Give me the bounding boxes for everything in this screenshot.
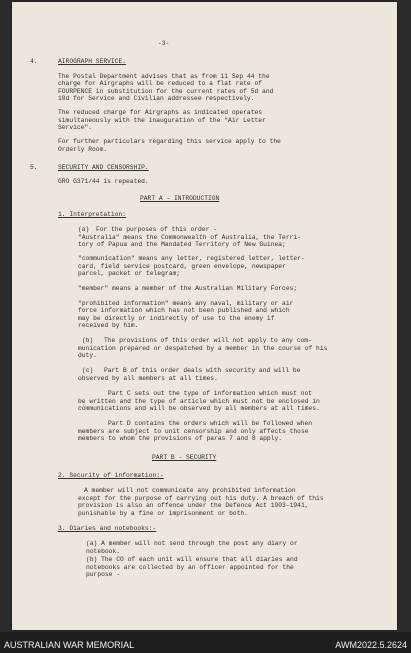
definition-member: "member" means a member of the Australian Military Forces; (78, 285, 298, 292)
item-4-number: 4. (30, 58, 38, 65)
section-2-heading: 2. Security of information:- (58, 472, 164, 479)
section-1-heading: 1. Interpretation: (58, 211, 127, 218)
clause-label-a: (a) (78, 226, 90, 233)
part-b-title: PART B - SECURITY (152, 454, 217, 461)
item-4-heading: AIROGRAPH SERVICE. (58, 58, 127, 65)
archive-name: AUSTRALIAN WAR MEMORIAL (4, 640, 135, 650)
clause-label-c: (c) (82, 367, 94, 374)
clause-label-b: (b) (82, 337, 94, 344)
item-5-number: 5. (30, 164, 38, 171)
archive-footer-bar (0, 632, 411, 653)
part-a-title: PART A - INTRODUCTION (140, 195, 220, 202)
page-number: -3- (158, 40, 170, 47)
archive-reference: AWM2022.5.2624 (335, 640, 407, 650)
section-3-heading: 3. Diaries and notebooks:- (58, 525, 157, 532)
item-5-heading: SECURITY AND CENSORSHIP. (58, 164, 149, 171)
gro-reference: GRO G371/44 is repeated. (58, 178, 149, 185)
document-page: -3- 4. AIROGRAPH SERVICE. The Postal Department advises that as from 11 Sep 44 the charge for Airgraphs will be reduced to a flat rate of FOURPENCE in substitution for the current rates of 5d and 10d for Service and Civilian addressee respectively. The reduced charge for Airgraphs as indicated operates simultaneously with the inauguration of the "Air Letter Service". For further particulars regarding this service apply to the Orderly Room. 5. SECURITY AND CENSORSHIP. GRO G371/44 is repeated. PART A - INTRODUCTION 1. Interpretation: (a) For the purposes of this order - "Australia" means the Commonwealth of Australia, the Terri- tory of Papua and the Mandated Territory of New Guinea; "communication" means any letter, registered letter, letter- card, field service postcard, green envelope, newspaper parcel, packet or telegram; "member" means a member of the Australian Military Forces; "prohibited information" means any naval, military or air force information which has not been published and which may be directly or indirectly of use to the enemy if received by him. (b) The provisions of this order will not apply to any com- munication prepared or despatched by a member in the course of his duty. (c) Part B of this order deals with security and will be observed by all members at all times. Part C sets out the type of information which must not be written and the type of article which must not be enclosed in communications and will be observed by all members at all times. Part D contains the orders which will be followed when members are subject to unit censorship and only affects those members to whom the provisions of paras 7 and 8 apply. PART B - SECURITY 2. Security of information:- A member will not communicate any prohibited information except for the purpose of carrying out his duty. A breach of this provision is also an offence under the Defence Act 1903-1941, punishable by a fine or imprisonment or both. 3. Diaries and notebooks:- (a) A member will not send through the post any diary or notebook. (b) The CO of each unit will ensure that all diaries and notebooks are collected by an officer appointed for the purpose - (12, 2, 397, 630)
